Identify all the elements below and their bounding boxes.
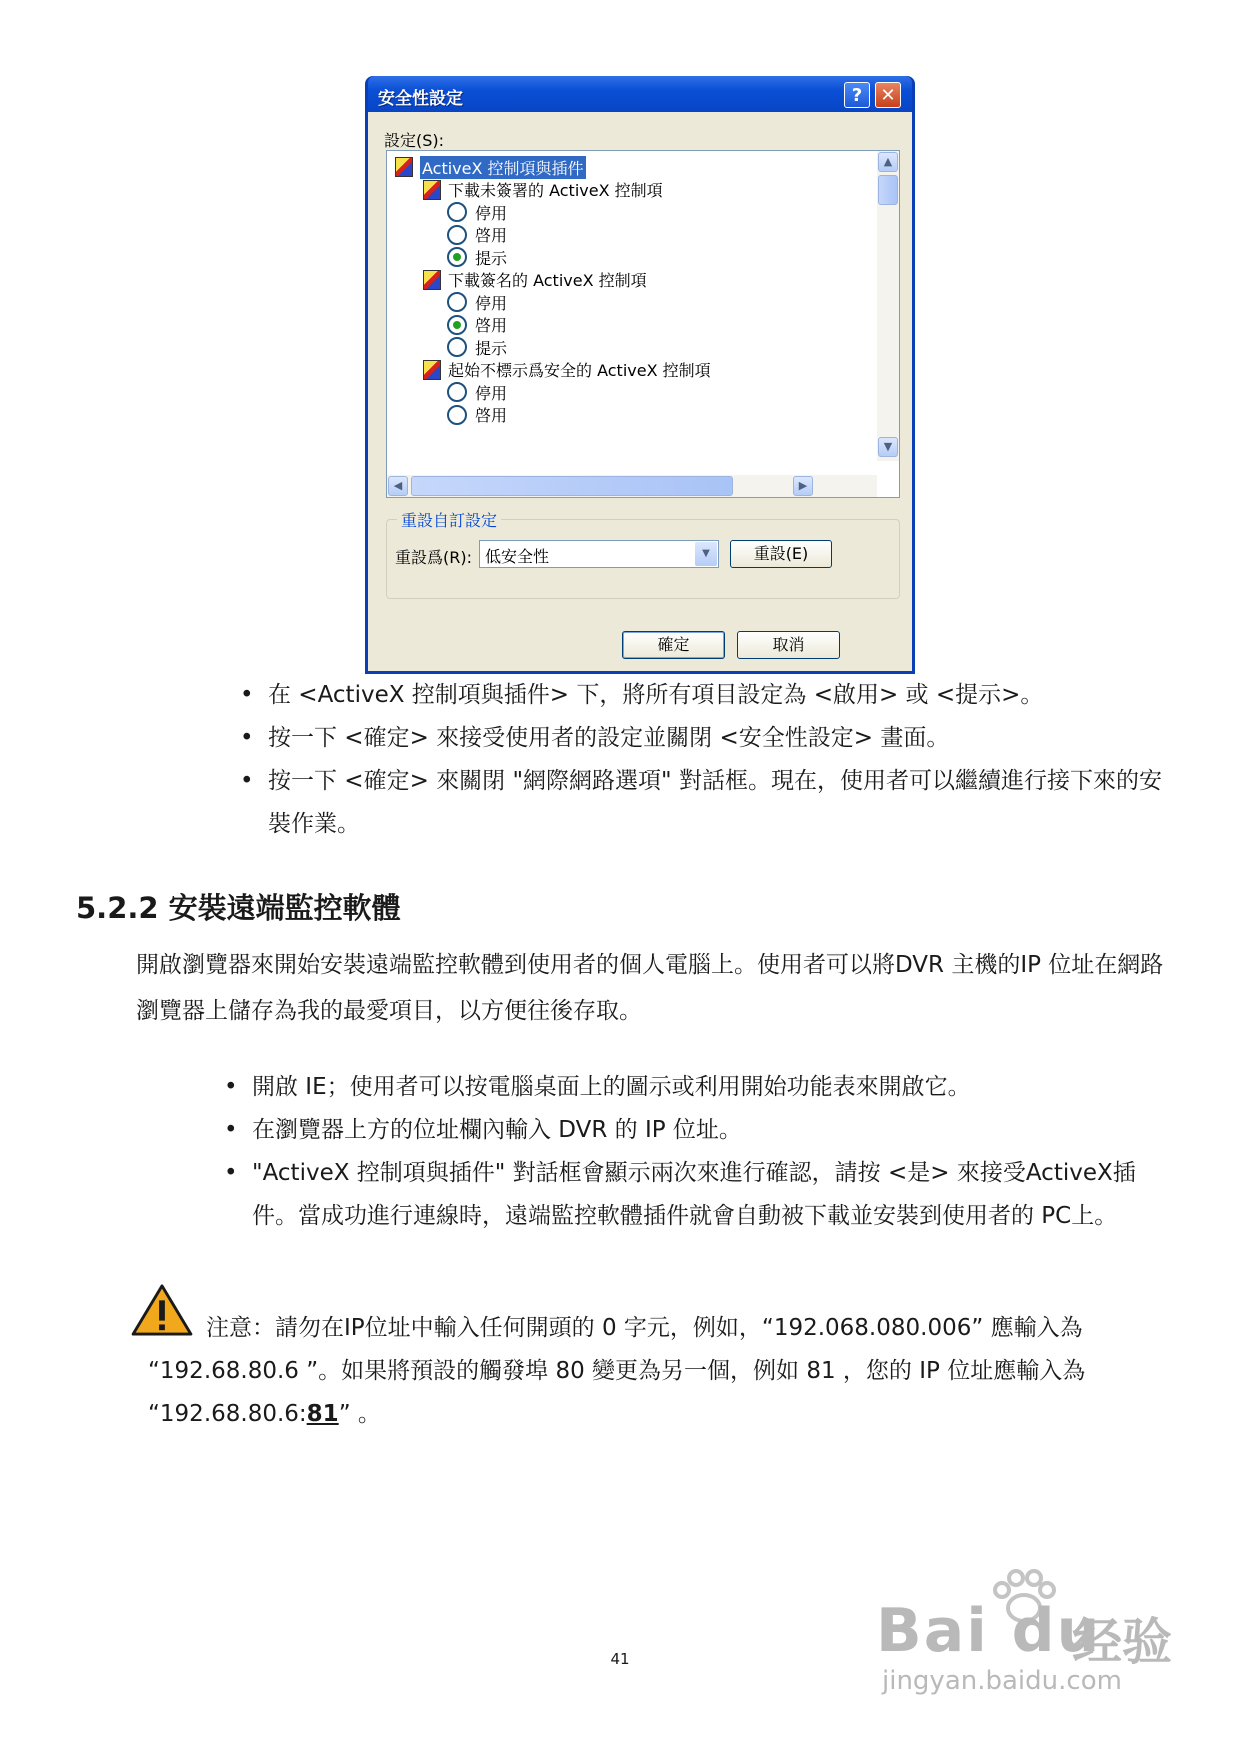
chevron-down-icon[interactable]: ▼ xyxy=(695,542,717,566)
reset-level-select[interactable] xyxy=(479,540,719,568)
instruction-list-top xyxy=(240,674,1170,846)
list-item: • 開啟 IE；使用者可以按電腦桌面上的圖示或利用開始功能表來開啟它。 xyxy=(224,1066,1169,1109)
dialog-title: 安全性設定 xyxy=(378,89,463,109)
tree-label: 啓用 xyxy=(475,226,508,245)
tree-label: 停用 xyxy=(475,203,508,223)
tree-group xyxy=(423,268,647,292)
ok-button[interactable]: 確定 xyxy=(622,631,725,659)
page-number: 41 xyxy=(610,1650,630,1668)
tree-label: 提示 xyxy=(475,338,508,358)
radio-icon[interactable] xyxy=(447,337,467,357)
tree-label: 提示 xyxy=(475,248,508,268)
radio-icon[interactable] xyxy=(447,405,467,425)
tree-option[interactable] xyxy=(447,335,507,359)
scroll-right-icon[interactable]: ▶ xyxy=(793,476,813,496)
tree-option[interactable] xyxy=(447,403,507,427)
tree-label: 起始不標示爲安全的 ActiveX 控制項 xyxy=(448,361,711,380)
close-button[interactable]: ✕ xyxy=(875,82,901,108)
security-settings-dialog xyxy=(365,76,915,674)
tree-label: 停用 xyxy=(475,293,508,313)
h-scroll-thumb[interactable] xyxy=(411,476,733,496)
list-item: • 按一下 <確定> 來關閉 "網際網路選項" 對話框。現在，使用者可以繼續進行接下來的安裝作業。 xyxy=(240,760,1170,846)
cancel-button[interactable]: 取消 xyxy=(737,631,840,659)
reset-custom-settings-group xyxy=(386,511,900,599)
scroll-up-icon[interactable]: ▲ xyxy=(878,152,898,172)
dialog-body xyxy=(368,112,912,671)
note-part2: ” 。 xyxy=(338,1401,381,1427)
scroll-left-icon[interactable]: ◀ xyxy=(388,476,408,496)
help-button[interactable]: ? xyxy=(844,82,870,108)
tree-option[interactable] xyxy=(447,290,507,314)
radio-icon[interactable] xyxy=(447,247,467,267)
radio-icon[interactable] xyxy=(447,225,467,245)
tree-option[interactable] xyxy=(447,200,507,224)
tree-label: 下載簽名的 ActiveX 控制項 xyxy=(448,271,647,290)
tree-group xyxy=(423,358,711,382)
watermark-brand: Bai du xyxy=(876,1596,1102,1666)
list-item: • "ActiveX 控制項與插件" 對話框會顯示兩次來進行確認，請按 <是> 來接受ActiveX插件。當成功進行連線時，遠端監控軟體插件就會自動被下載並安裝到使用者的 PC上。 xyxy=(224,1152,1169,1238)
setting-icon xyxy=(423,360,441,380)
tree-option[interactable] xyxy=(447,245,507,269)
tree-root xyxy=(395,155,586,179)
settings-label: 設定(S): xyxy=(384,131,445,150)
note-port: 81 xyxy=(306,1401,339,1427)
radio-icon[interactable] xyxy=(447,315,467,335)
tree-label: 啓用 xyxy=(475,316,508,335)
vertical-scrollbar[interactable] xyxy=(877,151,899,461)
dialog-titlebar xyxy=(368,76,912,112)
watermark-url: jingyan.baidu.com xyxy=(882,1666,1122,1696)
setting-icon xyxy=(423,270,441,290)
section-paragraph: 開啟瀏覽器來開始安裝遠端監控軟體到使用者的個人電腦上。使用者可以將DVR 主機的IP 位址在網路瀏覽器上儲存為我的最愛項目，以方便往後存取。 xyxy=(136,952,1164,1024)
group-title: 重設自訂設定 xyxy=(397,508,501,531)
setting-icon xyxy=(423,180,441,200)
settings-tree[interactable] xyxy=(386,150,900,498)
horizontal-scrollbar[interactable] xyxy=(387,475,877,497)
watermark-cn: 经验 xyxy=(1072,1613,1172,1671)
setting-icon xyxy=(395,157,413,177)
tree-label: 啓用 xyxy=(475,406,508,425)
reset-to-label: 重設爲(R): xyxy=(395,548,472,567)
list-item: • 按一下 <確定> 來接受使用者的設定並關閉 <安全性設定> 畫面。 xyxy=(240,717,1170,760)
note-part1: 注意：請勿在IP位址中輸入任何開頭的 0 字元，例如，“192.068.080.006” 應輸入為 “192.68.80.6 ”。如果將預設的觸發埠 80 變更為另一個，例如 81 ，您的 IP 位址應輸入為 “192.68.80.6: xyxy=(148,1315,1086,1427)
scroll-thumb[interactable] xyxy=(878,175,898,205)
list-item: • 在 <ActiveX 控制項與插件> 下，將所有項目設定為 <啟用> 或 <提示>。 xyxy=(240,674,1170,717)
reset-level-value: 低安全性 xyxy=(485,547,550,566)
radio-icon[interactable] xyxy=(447,292,467,312)
baidu-watermark xyxy=(876,1566,1176,1696)
list-item: • 在瀏覽器上方的位址欄內輸入 DVR 的 IP 位址。 xyxy=(224,1109,1169,1152)
instruction-list-bottom xyxy=(224,1066,1169,1238)
radio-icon[interactable] xyxy=(447,382,467,402)
tree-label: 停用 xyxy=(475,383,508,403)
note-text xyxy=(148,1307,1166,1436)
reset-button[interactable]: 重設(E) xyxy=(730,540,832,568)
tree-option[interactable] xyxy=(447,313,507,337)
tree-label: 下載未簽署的 ActiveX 控制項 xyxy=(448,181,663,200)
tree-option[interactable] xyxy=(447,223,507,247)
section-heading: 5.2.2 安裝遠端監控軟體 xyxy=(76,891,401,925)
radio-icon[interactable] xyxy=(447,202,467,222)
tree-group xyxy=(423,178,663,202)
tree-label: ActiveX 控制項與插件 xyxy=(420,156,586,179)
tree-option[interactable] xyxy=(447,380,507,404)
scroll-down-icon[interactable]: ▼ xyxy=(878,437,898,457)
